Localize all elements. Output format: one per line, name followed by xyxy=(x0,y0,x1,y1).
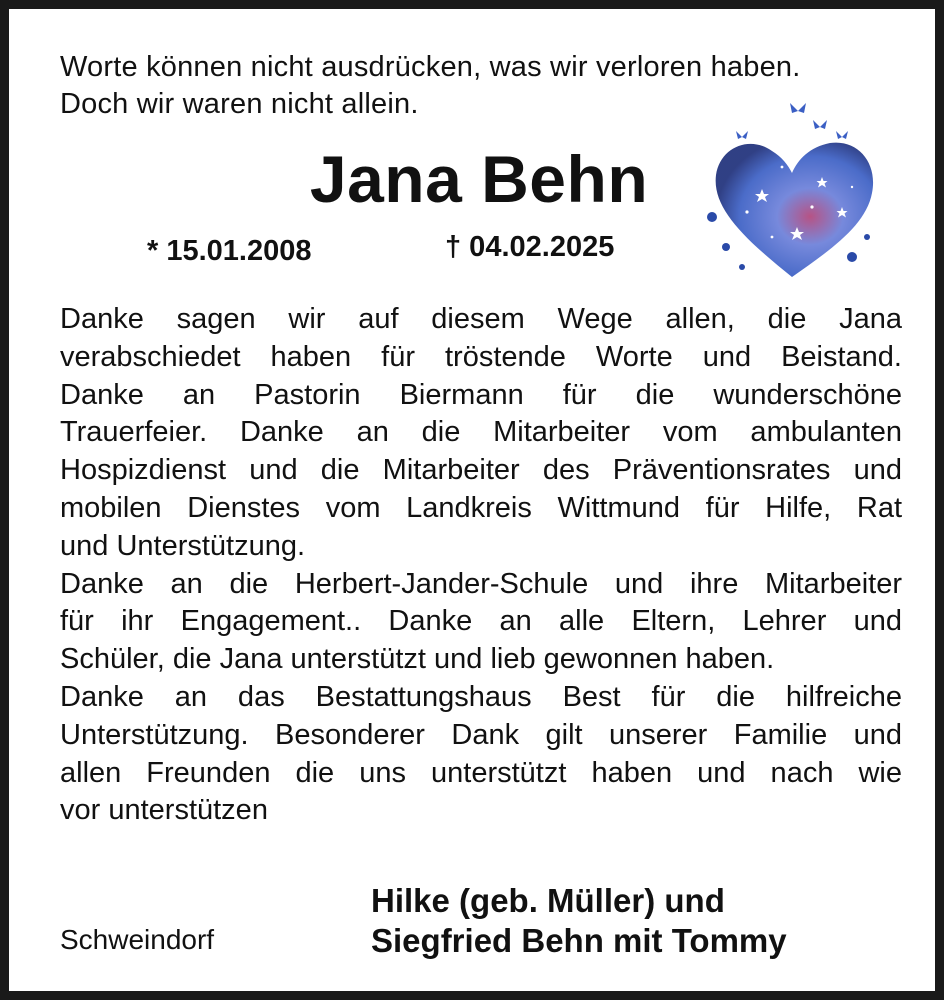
thank-you-text xyxy=(60,301,902,830)
text-line: Danke an Pastorin Biermann für die wunderschöne xyxy=(60,378,902,411)
text-line: mobilen Dienstes vom Landkreis Wittmund für Hilfe, Rat xyxy=(60,491,902,524)
text-line: Danke an die Herbert-Jander-Schule und ihre Mitarbeiter xyxy=(60,567,902,600)
text-line: Danke an das Bestattungshaus Best für die hilfreiche xyxy=(60,680,902,713)
intro-line-1: Worte können nicht ausdrücken, was wir verloren haben. xyxy=(60,51,801,83)
text-line: Trauerfeier. Danke an die Mitarbeiter vom ambulanten xyxy=(60,416,902,449)
birth-date: * 15.01.2008 xyxy=(147,235,312,267)
text-line: für ihr Engagement.. Danke an alle Eltern, Lehrer und xyxy=(60,605,902,638)
deceased-name: Jana Behn xyxy=(309,142,649,216)
signature-line-1: Hilke (geb. Müller) und xyxy=(371,882,725,919)
signature-line-2: Siegfried Behn mit Tommy xyxy=(371,922,787,959)
heart-icon xyxy=(702,97,882,297)
text-line: allen Freunden die uns unterstützt haben und nach wie xyxy=(60,756,902,789)
text-line: Unterstützung. Besonderer Dank gilt unserer Familie und xyxy=(60,718,902,751)
text-line: Schüler, die Jana unterstützt und lieb gewonnen haben. xyxy=(60,643,775,676)
intro-line-2: Doch wir waren nicht allein. xyxy=(60,88,419,120)
place-name: Schweindorf xyxy=(60,924,215,955)
death-date: † 04.02.2025 xyxy=(445,231,615,263)
signature xyxy=(371,881,787,961)
text-line: verabschiedet haben für tröstende Worte und Beistand. xyxy=(60,340,902,373)
text-line: und Unterstützung. xyxy=(60,529,306,562)
butterfly-icon xyxy=(736,103,848,139)
text-line: Danke sagen wir auf diesem Wege allen, die Jana xyxy=(60,303,902,335)
text-line: Hospizdienst und die Mitarbeiter des Präventionsrates und xyxy=(60,454,902,487)
text-line: vor unterstützen xyxy=(60,794,268,827)
